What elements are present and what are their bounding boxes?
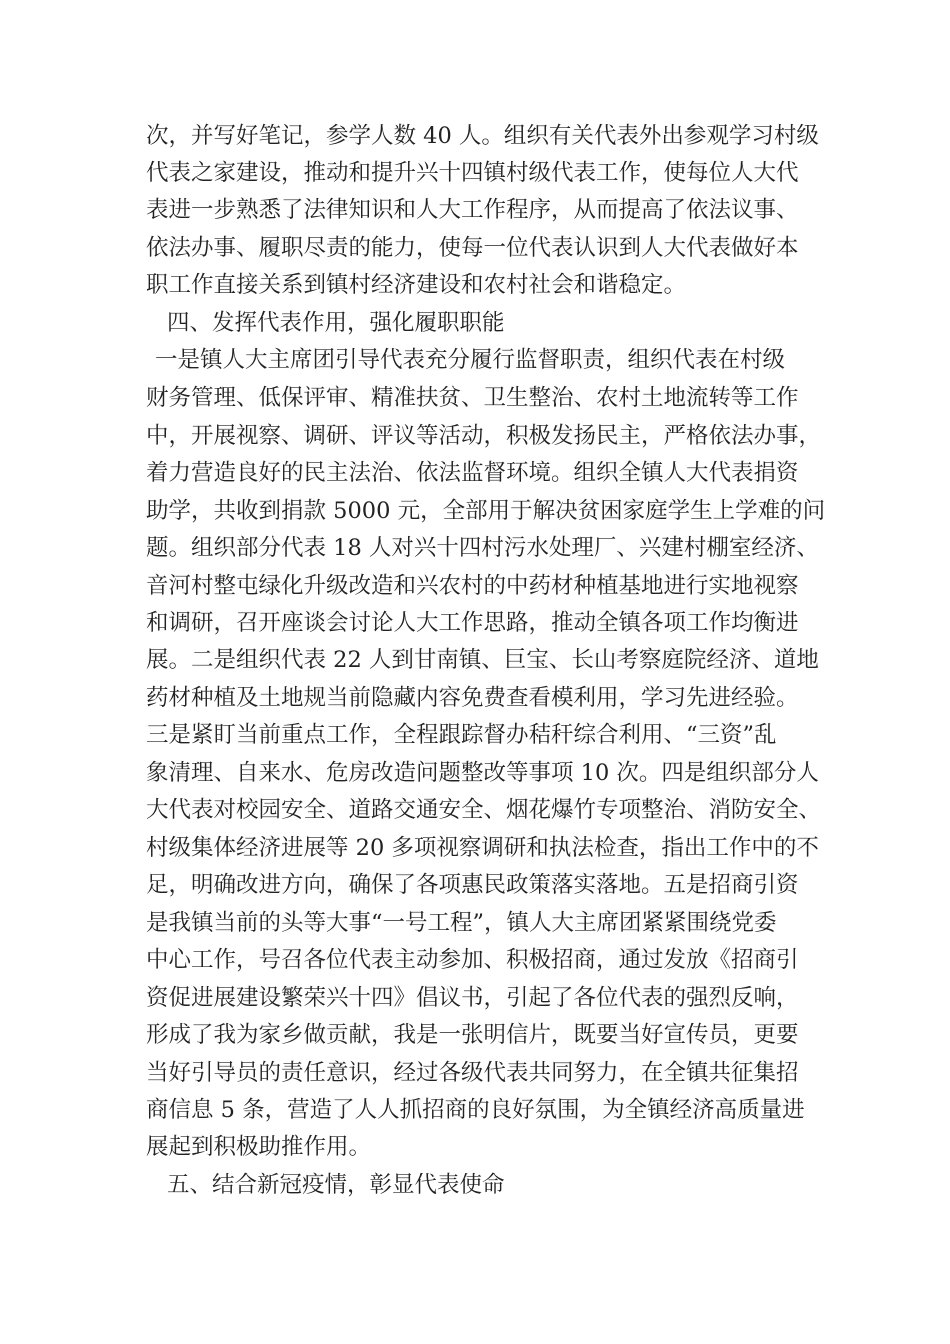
body-text-line: 大代表对校园安全、道路交通安全、烟花爆竹专项整治、消防安全、 <box>146 797 822 823</box>
body-text-line: 商信息 5 条，营造了人人抓招商的良好氛围，为全镇经济高质量进 <box>146 1097 805 1123</box>
body-text-line: 足，明确改进方向，确保了各项惠民政策落实落地。五是招商引资 <box>146 872 799 898</box>
body-text-line: 题。组织部分代表 18 人对兴十四村污水处理厂、兴建村棚室经济、 <box>146 535 819 561</box>
body-text-line: 表进一步熟悉了法律知识和人大工作程序，从而提高了依法议事、 <box>146 197 799 223</box>
body-text-line: 药材种植及土地规当前隐藏内容免费查看模利用，学习先进经验。 <box>146 685 799 711</box>
body-text-line: 音河村整屯绿化升级改造和兴农村的中药材种植基地进行实地视察 <box>146 573 799 599</box>
section-heading-four: 四、发挥代表作用，强化履职职能 <box>167 310 505 336</box>
body-text-line: 当好引导员的责任意识，经过各级代表共同努力，在全镇共征集招 <box>146 1060 799 1086</box>
body-text-line: 中心工作，号召各位代表主动参加、积极招商，通过发放《招商引 <box>146 947 799 973</box>
body-text-line: 展起到积极助推作用。 <box>146 1134 372 1160</box>
body-text-line: 助学，共收到捐款 5000 元，全部用于解决贫困家庭学生上学难的问 <box>146 498 826 524</box>
body-text-line: 和调研，召开座谈会讨论人大工作思路，推动全镇各项工作均衡进 <box>146 610 799 636</box>
body-text-line: 展。二是组织代表 22 人到甘南镇、巨宝、长山考察庭院经济、道地 <box>146 647 819 673</box>
body-text-line: 依法办事、履职尽责的能力，使每一位代表认识到人大代表做好本 <box>146 235 799 261</box>
body-text-line: 资促进展建设繁荣兴十四》倡议书，引起了各位代表的强烈反响， <box>146 985 799 1011</box>
body-text-line: 中，开展视察、调研、评议等活动，积极发扬民主，严格依法办事， <box>146 423 822 449</box>
body-text-line: 着力营造良好的民主法治、依法监督环境。组织全镇人大代表捐资 <box>146 460 799 486</box>
body-text-line: 村级集体经济进展等 20 多项视察调研和执法检查，指出工作中的不 <box>146 835 819 861</box>
body-text-line: 代表之家建设，推动和提升兴十四镇村级代表工作，使每位人大代 <box>146 160 799 186</box>
body-text-line: 是我镇当前的头等大事“一号工程”，镇人大主席团紧紧围绕党委 <box>146 910 777 936</box>
body-text-line: 象清理、自来水、危房改造问题整改等事项 10 次。四是组织部分人 <box>146 760 819 786</box>
section-heading-five: 五、结合新冠疫情，彰显代表使命 <box>167 1172 505 1198</box>
body-text-line: 次，并写好笔记，参学人数 40 人。组织有关代表外出参观学习村级 <box>146 123 819 149</box>
body-text-line: 财务管理、低保评审、精准扶贫、卫生整治、农村土地流转等工作 <box>146 385 799 411</box>
body-text-line: 形成了我为家乡做贡献，我是一张明信片，既要当好宣传员，更要 <box>146 1022 799 1048</box>
body-text-line: 一是镇人大主席团引导代表充分履行监督职责，组织代表在村级 <box>155 347 786 373</box>
body-text-line: 三是紧盯当前重点工作，全程跟踪督办秸秆综合利用、“三资”乱 <box>146 722 777 748</box>
body-text-line: 职工作直接关系到镇村经济建设和农村社会和谐稳定。 <box>146 272 687 298</box>
